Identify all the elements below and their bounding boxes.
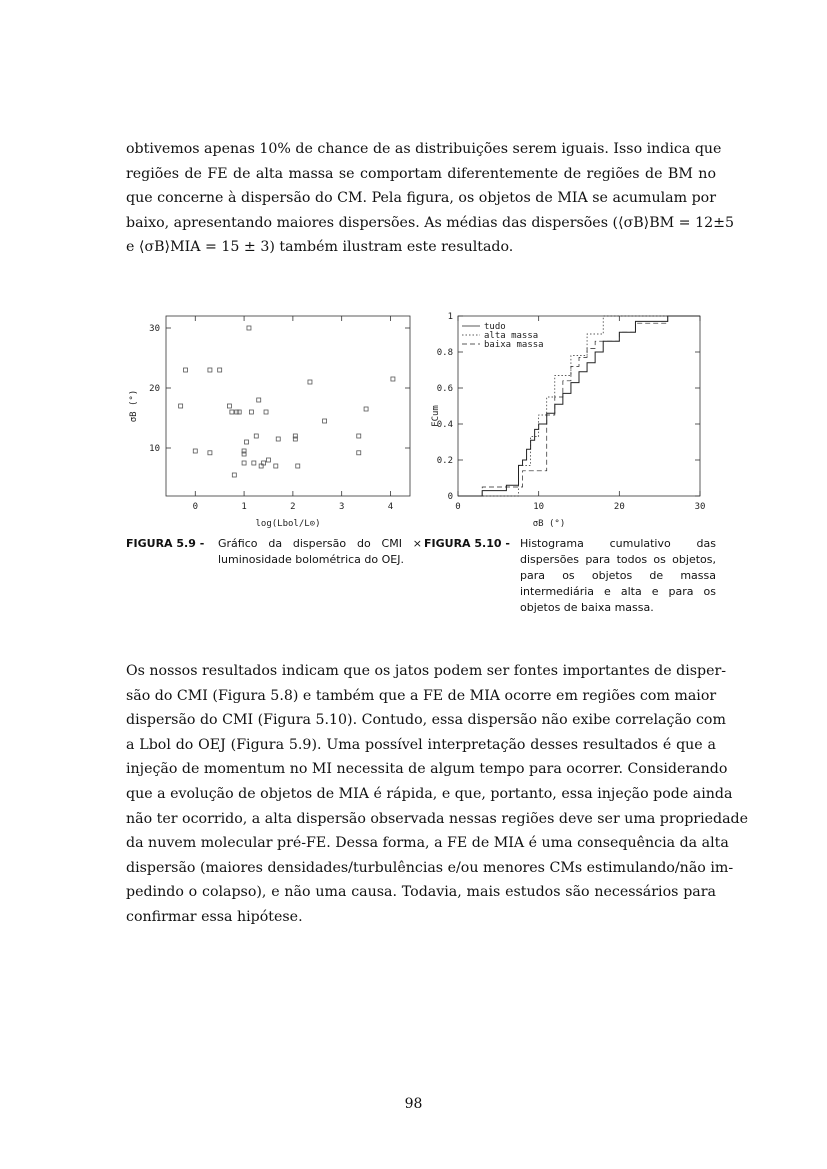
y-tick-label: 20 (149, 384, 160, 394)
data-point (227, 404, 231, 408)
data-point (218, 368, 222, 372)
data-point (252, 461, 256, 465)
y-tick-label: 0.6 (436, 384, 453, 394)
figure-5-10-cumulative (430, 306, 720, 530)
data-point (323, 419, 327, 423)
data-point (242, 461, 246, 465)
y-tick-label: 0 (447, 492, 453, 502)
data-point (254, 434, 258, 438)
y-tick-label: 0.4 (436, 420, 453, 430)
data-point (247, 326, 251, 330)
data-point (184, 368, 188, 372)
data-point (308, 380, 312, 384)
y-tick-label: 0.8 (436, 348, 453, 358)
plot-frame (166, 316, 410, 496)
scatter-chart (120, 306, 420, 529)
data-point (357, 451, 361, 455)
caption-figure-5-10 (424, 536, 716, 616)
y-axis-label: σB (°) (129, 389, 139, 423)
data-point (230, 410, 234, 414)
data-point (193, 449, 197, 453)
caption-text: Histograma cumulativo das dispersões para todos os objetos, para os objetos de massa intermediária e alta e para os objetos de baixa massa. (520, 537, 716, 614)
caption-text: Gráfico da dispersão do CMI × luminosidade bolométrica do OEJ. (218, 537, 422, 566)
data-point (274, 464, 278, 468)
figure-5-9-scatter (120, 306, 420, 530)
caption-label: FIGURA 5.10 - (424, 537, 510, 550)
y-tick-label: 30 (149, 324, 160, 334)
text-line: injeção de momentum no MI necessita de algum tempo para ocorrer. Considerando (126, 761, 728, 778)
text-line: confirmar essa hipótese. (126, 908, 303, 925)
data-point (237, 410, 241, 414)
legend-label: baixa massa (484, 340, 544, 350)
legend-label: alta massa (484, 331, 539, 341)
y-tick-label: 10 (149, 444, 160, 454)
text-line: pedindo o colapso), e não uma causa. Todavia, mais estudos são necessários para (126, 884, 716, 901)
paragraph-intro (126, 137, 735, 260)
x-tick-label: 3 (338, 502, 345, 512)
x-tick-label: 0 (455, 502, 461, 512)
paragraph-discussion (126, 659, 749, 930)
text-line: da nuvem molecular pré-FE. Dessa forma, a FE de MIA é uma consequência da alta (126, 835, 729, 852)
data-point (257, 398, 261, 402)
data-point (235, 410, 239, 414)
text-line: não ter ocorrido, a alta dispersão observada nessas regiões deve ser uma propriedade (126, 810, 749, 827)
data-point (208, 451, 212, 455)
caption-figure-5-9 (126, 536, 422, 568)
x-tick-label: 10 (533, 502, 545, 512)
text-line: dispersão do CMI (Figura 5.10). Contudo, essa dispersão não exibe correlação com (126, 712, 726, 729)
data-point (364, 407, 368, 411)
data-point (357, 434, 361, 438)
data-point (179, 404, 183, 408)
text-line: regiões de FE de alta massa se comportam diferentemente de regiões de BM no (126, 165, 716, 182)
x-axis-label: log(Lbol/L⊙) (255, 519, 321, 529)
cumulative-chart (430, 306, 720, 529)
y-tick-label: 1 (447, 312, 453, 322)
data-point (264, 410, 268, 414)
legend-label: tudo (484, 322, 506, 332)
caption-label: FIGURA 5.9 - (126, 537, 205, 550)
data-point (296, 464, 300, 468)
data-point (232, 473, 236, 477)
x-tick-label: 0 (192, 502, 198, 512)
text-line: Os nossos resultados indicam que os jatos podem ser fontes importantes de disper- (126, 663, 727, 679)
text-line: a Lbol do OEJ (Figura 5.9). Uma possível interpretação desses resultados é que a (126, 736, 716, 753)
x-tick-label: 4 (387, 502, 394, 512)
data-point (208, 368, 212, 372)
data-point (249, 410, 253, 414)
x-tick-label: 2 (290, 502, 296, 512)
data-point (391, 377, 395, 381)
data-point (266, 458, 270, 462)
y-tick-label: 0.2 (436, 456, 453, 466)
text-line: que concerne à dispersão do CM. Pela figura, os objetos de MIA se acumulam por (126, 190, 716, 207)
x-tick-label: 30 (694, 502, 706, 512)
y-axis-label: FCum (431, 405, 441, 427)
data-point (276, 437, 280, 441)
x-tick-label: 1 (241, 502, 247, 512)
page-number: 98 (404, 1096, 423, 1112)
text-line: são do CMI (Figura 5.8) e também que a FE de MIA ocorre em regiões com maior (126, 687, 717, 704)
text-line: obtivemos apenas 10% de chance de as distribuições serem iguais. Isso indica que (126, 141, 722, 157)
data-point (245, 440, 249, 444)
text-line: que a evolução de objetos de MIA é rápida, e que, portanto, essa injeção pode ainda (126, 785, 733, 802)
text-line: e ⟨σB⟩MIA = 15 ± 3) também ilustram este resultado. (126, 239, 514, 256)
x-tick-label: 20 (613, 502, 625, 512)
text-line: dispersão (maiores densidades/turbulências e/ou menores CMs estimulando/não im- (126, 859, 734, 876)
x-axis-label: σB (°) (532, 519, 566, 529)
text-line: baixo, apresentando maiores dispersões. As médias das dispersões (⟨σB⟩BM = 12±5 (126, 214, 735, 231)
